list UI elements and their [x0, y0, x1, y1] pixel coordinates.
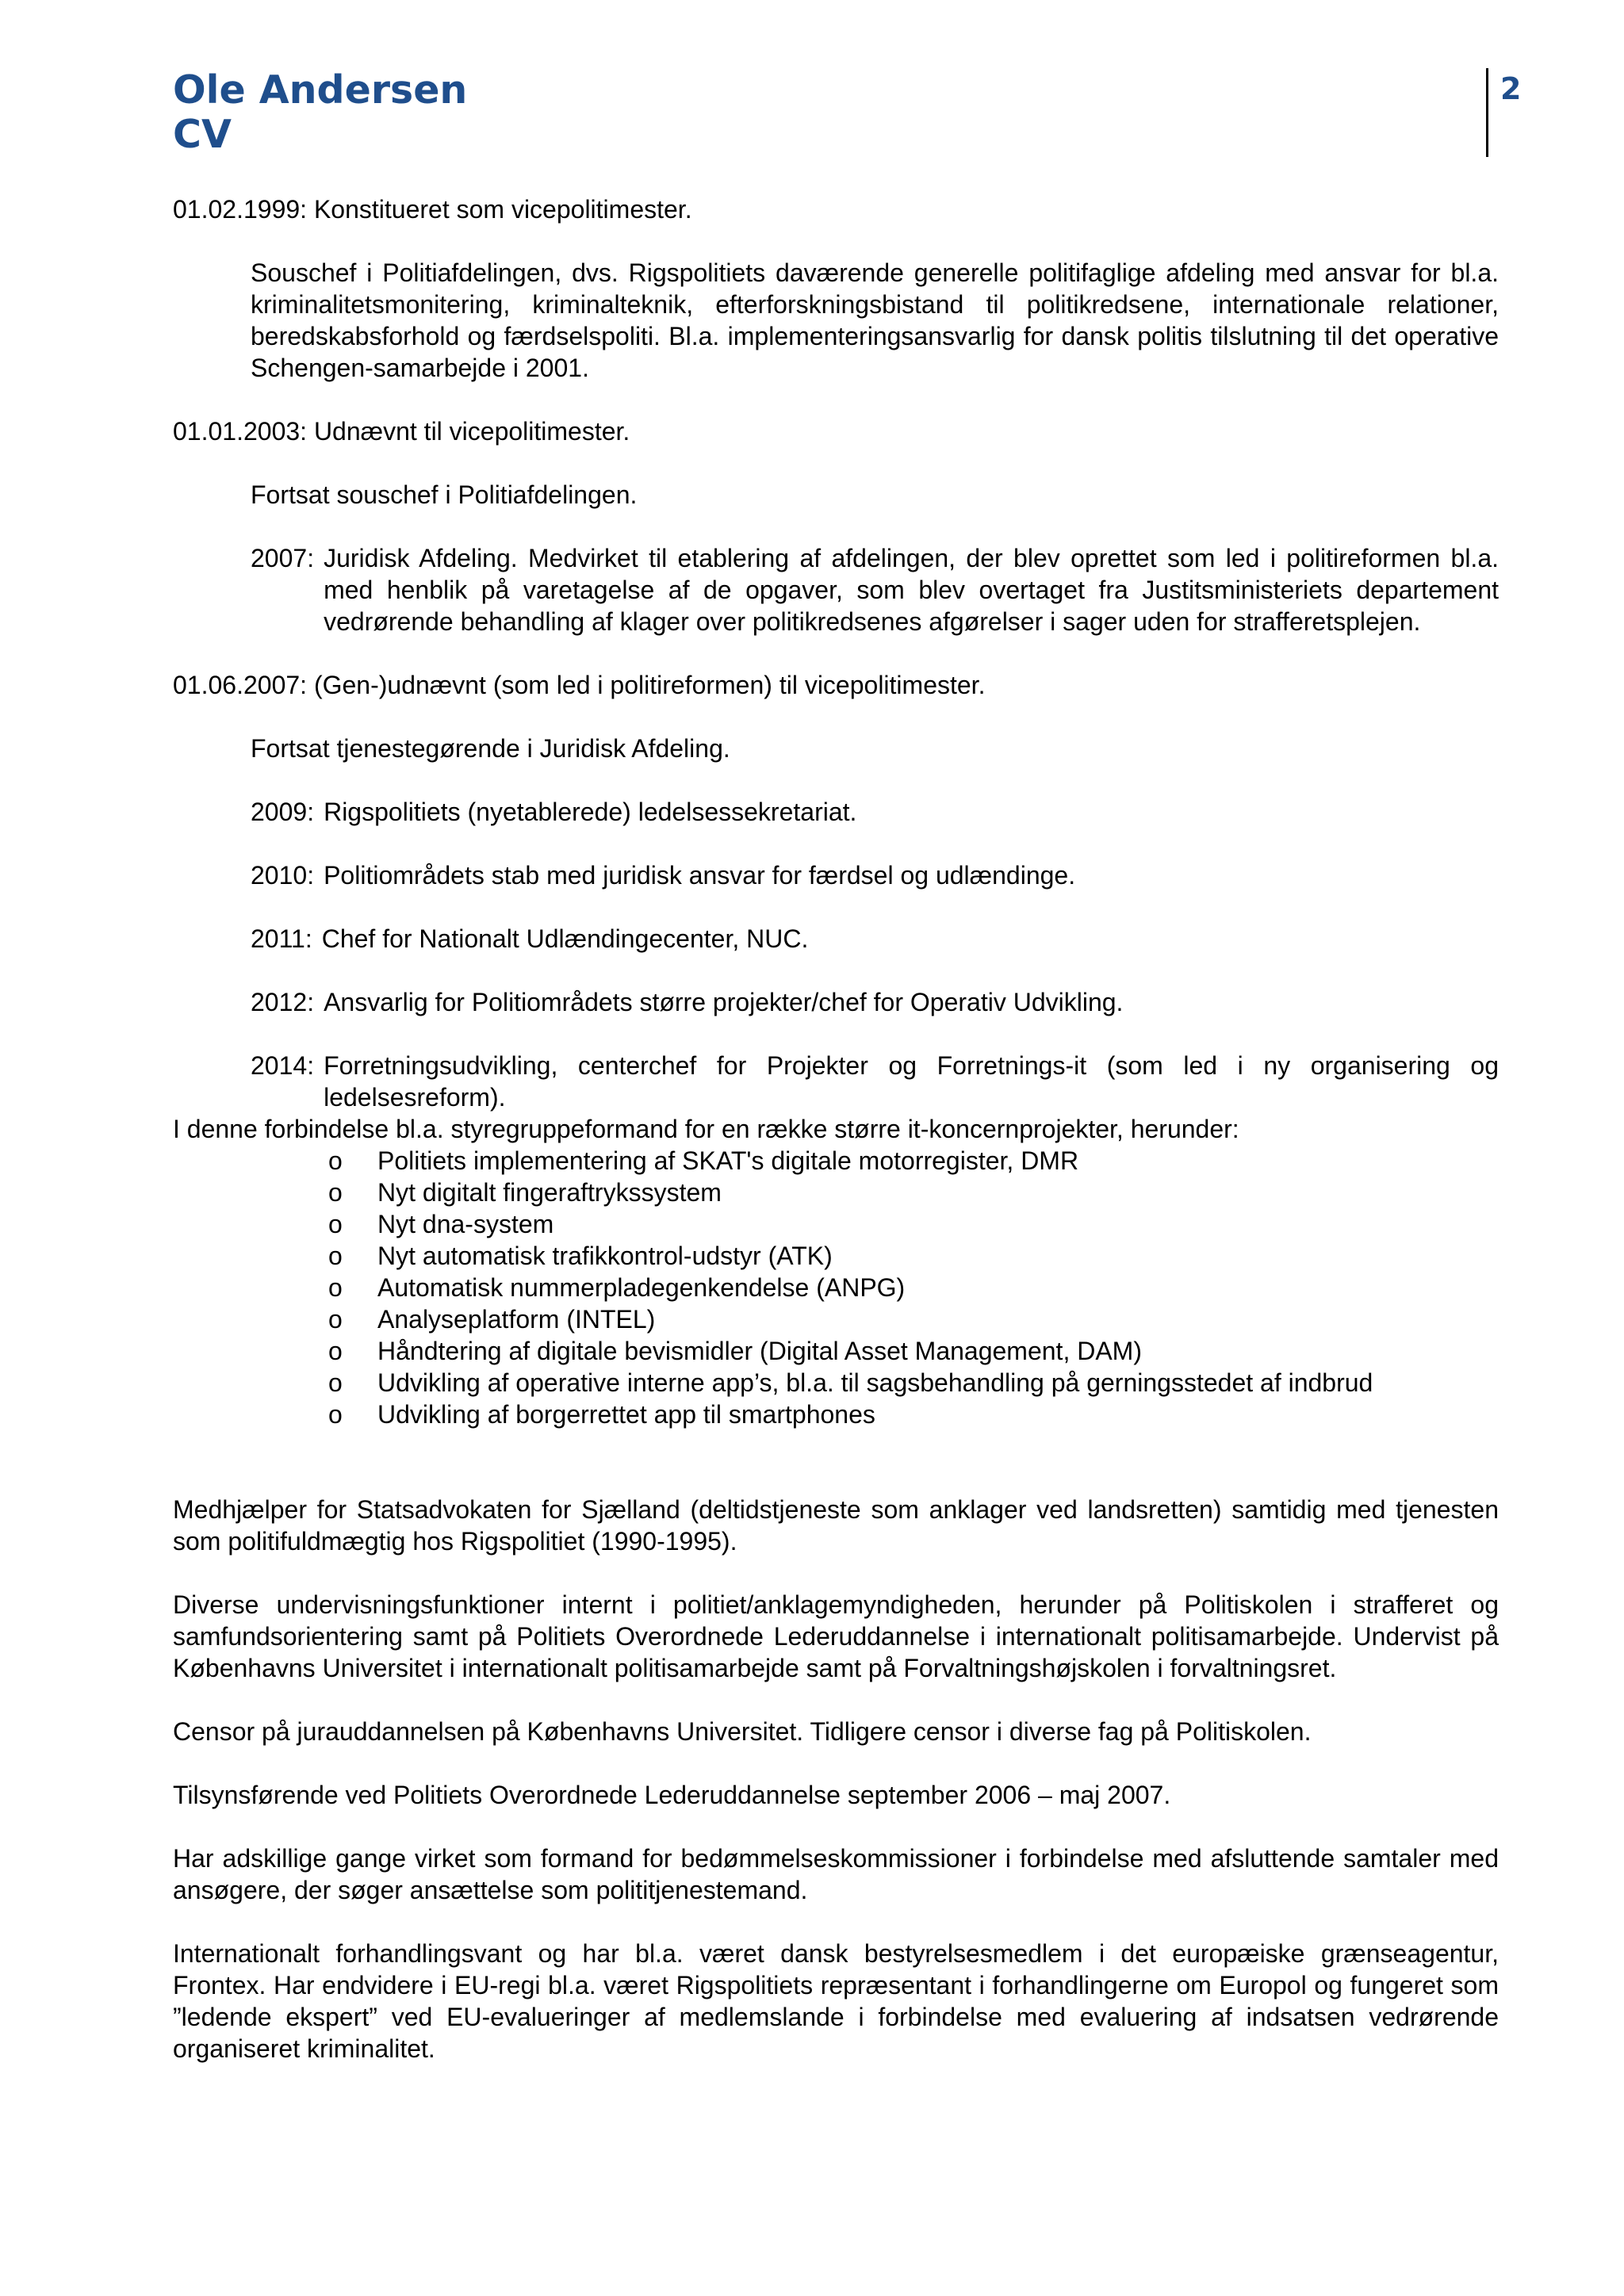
paragraph-supervisor: Tilsynsførende ved Politiets Overordnede Lederuddannelse september 2006 – maj 2007. — [173, 1781, 1171, 1809]
entry-text: Rigspolitiets (nyetablerede) ledelsessekretariat. — [324, 798, 857, 826]
bullet-marker: o — [328, 1337, 343, 1365]
entry-2011 — [251, 923, 1499, 955]
entry-2007-body: Fortsat tjenestegørende i Juridisk Afdeling. — [251, 734, 730, 763]
list-item — [328, 1303, 1499, 1335]
entry-text: Chef for Nationalt Udlændingecenter, NUC. — [321, 924, 809, 953]
list-item — [328, 1335, 1499, 1367]
bullet-marker: o — [328, 1242, 343, 1270]
entry-2003-title: 01.01.2003: Udnævnt til vicepolitimester. — [173, 417, 630, 446]
document-type-label: CV — [173, 112, 232, 157]
entry-text: Ansvarlig for Politiområdets større projekter/chef for Operativ Udvikling. — [324, 988, 1124, 1016]
list-item — [328, 1399, 1499, 1430]
entry-text: Juridisk Afdeling. Medvirket til etablering af afdelingen, der blev oprettet som led i politireformen bl.a. med henblik på varetagelse af de opgaver, som blev overtaget fra Justitsministeriets departement vedrørende behandling af klager over politikredsenes afgørelser i sager uden for strafferetsplejen. — [324, 544, 1499, 636]
list-item — [328, 1272, 1499, 1303]
bullet-marker: o — [328, 1273, 343, 1302]
paragraph-international: Internationalt forhandlingsvant og har bl.a. været dansk bestyrelsesmedlem i det europæiske grænseagentur, Frontex. Har endvidere i EU-regi bl.a. været Rigspolitiets repræsentant i forhandlingerne om Europol og fungeret som ”ledende ekspert” ved EU-evalueringer af medlemslande i forbindelse med evaluering af indsatsen vedrørende organiseret kriminalitet. — [173, 1939, 1499, 2063]
cv-owner-name: Ole Andersen — [173, 67, 468, 113]
page-number: 2 — [1500, 71, 1522, 106]
list-item-text: Udvikling af borgerrettet app til smartphones — [377, 1400, 875, 1429]
header-divider — [1486, 68, 1488, 157]
bullet-marker: o — [328, 1146, 343, 1175]
entry-1999-body: Souschef i Politiafdelingen, dvs. Rigspolitiets daværende generelle politifaglige afdeling med ansvar for bl.a. kriminalitetsmonitering, kriminalteknik, efterforskningsbistand til politikredsene, internationale relationer, beredskabsforhold og færdselspoliti. Bl.a. implementeringsansvarlig for dansk politis tilslutning til det operative Schengen-samarbejde i 2001. — [251, 258, 1499, 382]
entry-2010 — [251, 859, 1499, 891]
list-item — [328, 1240, 1499, 1272]
entry-2009 — [251, 796, 1499, 828]
bullet-marker: o — [328, 1178, 343, 1207]
list-item — [328, 1208, 1499, 1240]
entry-year: 2007: — [251, 544, 315, 572]
list-item-text: Nyt automatisk trafikkontrol-udstyr (ATK) — [377, 1242, 833, 1270]
entry-year: 2010: — [251, 861, 315, 890]
entry-2014 — [251, 1050, 1499, 1113]
cv-content — [173, 193, 1499, 2064]
entry-year: 2012: — [251, 988, 315, 1016]
list-item — [328, 1145, 1499, 1177]
list-item — [328, 1367, 1499, 1399]
paragraph-commission: Har adskillige gange virket som formand for bedømmelseskommissioner i forbindelse med afsluttende samtaler med ansøgere, der søger ansættelse som polititjenestemand. — [173, 1844, 1499, 1904]
entry-2003-body: Fortsat souschef i Politiafdelingen. — [251, 480, 638, 509]
entry-year: 2009: — [251, 798, 315, 826]
bullet-marker: o — [328, 1400, 343, 1429]
list-item-text: Nyt digitalt fingeraftrykssystem — [377, 1178, 722, 1207]
entry-2007-juridisk — [251, 542, 1499, 637]
entry-text: Politiområdets stab med juridisk ansvar for færdsel og udlændinge. — [324, 861, 1076, 890]
list-item-text: Automatisk nummerpladegenkendelse (ANPG) — [377, 1273, 906, 1302]
project-list — [328, 1145, 1499, 1430]
entry-2007-title: 01.06.2007: (Gen-)udnævnt (som led i politireformen) til vicepolitimester. — [173, 671, 986, 699]
paragraph-teaching: Diverse undervisningsfunktioner internt i politiet/anklagemyndigheden, herunder på Politiskolen i strafferet og samfundsorientering samt på Politiets Overordnede Lederuddannelse i internationalt politisamarbejde. Undervist på Københavns Universitet i internationalt politisamarbejde samt på Forvaltningshøjskolen i forvaltningsret. — [173, 1590, 1499, 1682]
bullet-marker: o — [328, 1368, 343, 1397]
list-item-text: Nyt dna-system — [377, 1210, 554, 1238]
list-item-text: Analyseplatform (INTEL) — [377, 1305, 656, 1334]
entry-1999-title: 01.02.1999: Konstitueret som vicepolitimester. — [173, 195, 692, 224]
bullet-marker: o — [328, 1210, 343, 1238]
entry-year: 2011: — [251, 924, 312, 953]
entry-text: Forretningsudvikling, centerchef for Projekter og Forretnings-it (som led i ny organisering og ledelsesreform). — [324, 1051, 1499, 1112]
list-item-text: Udvikling af operative interne app’s, bl.a. til sagsbehandling på gerningsstedet af indbrud — [377, 1368, 1373, 1397]
entry-2012 — [251, 986, 1499, 1018]
paragraph-censor: Censor på jurauddannelsen på Københavns Universitet. Tidligere censor i diverse fag på Politiskolen. — [173, 1717, 1312, 1746]
entry-year: 2014: — [251, 1051, 315, 1080]
list-item-text: Politiets implementering af SKAT's digitale motorregister, DMR — [377, 1146, 1079, 1175]
bullet-marker: o — [328, 1305, 343, 1334]
entry-2014-intro: I denne forbindelse bl.a. styregruppeformand for en række større it-koncernprojekter, herunder: — [173, 1115, 1239, 1143]
paragraph-statsadvokat: Medhjælper for Statsadvokaten for Sjælland (deltidstjeneste som anklager ved landsretten) samtidig med tjenesten som politifuldmægtig hos Rigspolitiet (1990-1995). — [173, 1495, 1499, 1556]
list-item — [328, 1177, 1499, 1208]
list-item-text: Håndtering af digitale bevismidler (Digital Asset Management, DAM) — [377, 1337, 1142, 1365]
